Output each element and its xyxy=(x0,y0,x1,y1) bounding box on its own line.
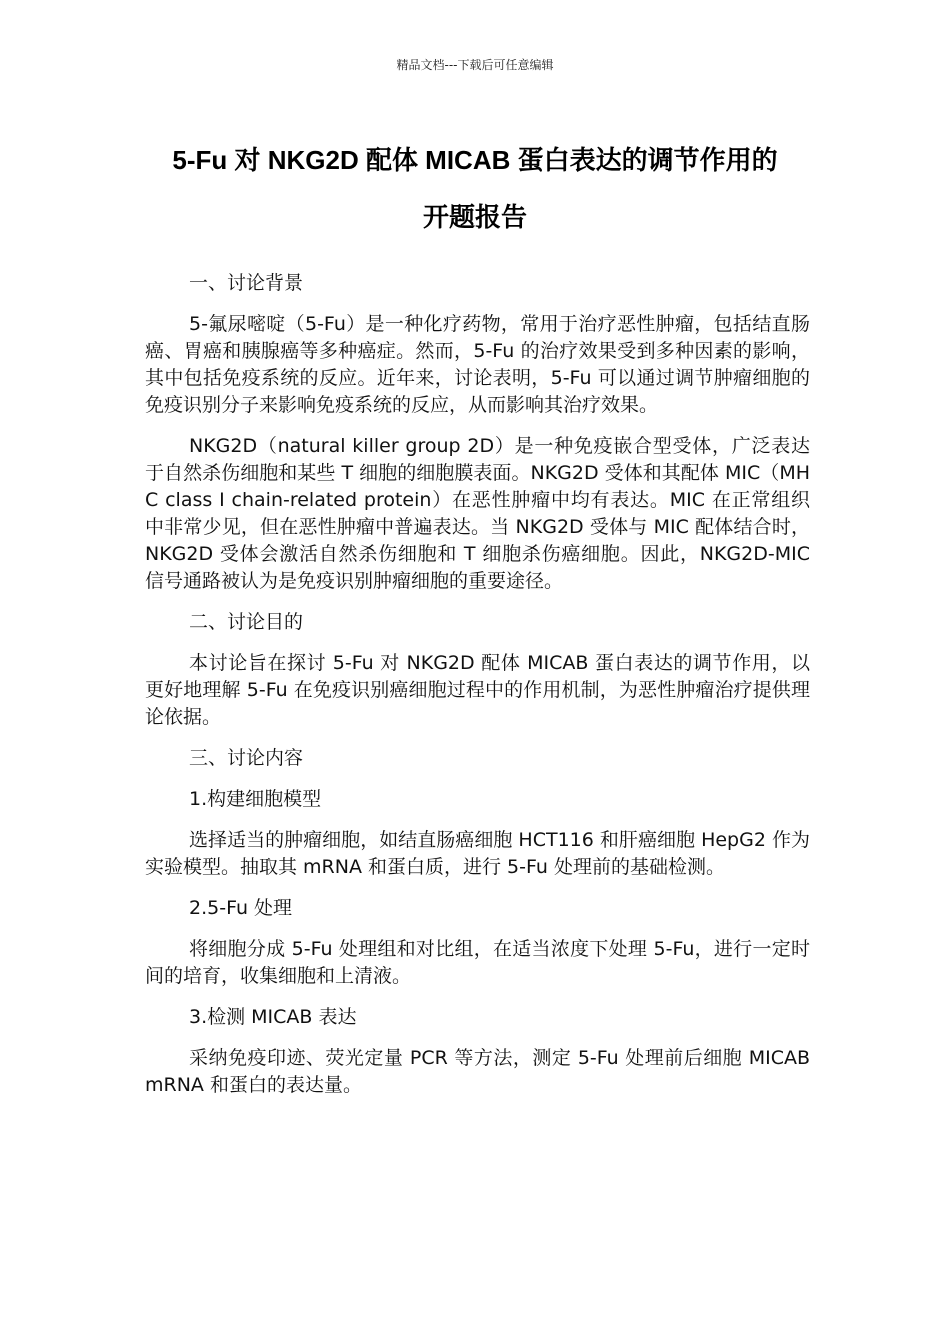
header-note: 精品文档---下载后可任意编辑 xyxy=(396,58,554,72)
paragraph-cell-model: 选择适当的肿瘤细胞，如结直肠癌细胞 HCT116 和肝癌细胞 HepG2 作为实验模型。抽取其 mRNA 和蛋白质，进行 5-Fu 处理前的基础检测。 xyxy=(145,829,810,878)
paragraph-purpose: 本讨论旨在探讨 5-Fu 对 NKG2D 配体 MICAB 蛋白表达的调节作用，以更好地理解 5-Fu 在免疫识别癌细胞过程中的作用机制，为恶性肿瘤治疗提供理论依据。 xyxy=(145,652,810,728)
section-heading-purpose: 二、讨论目的 xyxy=(189,611,304,633)
subheading-micab-detection: 3.检测 MICAB 表达 xyxy=(189,1006,357,1028)
paragraph-background-2: NKG2D（natural killer group 2D）是一种免疫嵌合型受体，广泛表达于自然杀伤细胞和某些 T 细胞的细胞膜表面。NKG2D 受体和其配体 MIC（MHC class I chain-related protein）在恶性肿瘤中均有表达。MIC 在正常组织中非常少见，但在恶性肿瘤中普遍表达。当 NKG2D 受体与 MIC 配体结合时，NKG2D 受体会激活自然杀伤细胞和 T 细胞杀伤癌细胞。因此，NKG2D-MIC 信号通路被认为是免疫识别肿瘤细胞的重要途径。 xyxy=(145,435,810,592)
document-body xyxy=(145,270,810,1113)
document-title xyxy=(130,132,820,246)
section-heading-content: 三、讨论内容 xyxy=(189,747,304,769)
subheading-cell-model: 1.构建细胞模型 xyxy=(189,788,322,810)
paragraph-5fu-treatment: 将细胞分成 5-Fu 处理组和对比组，在适当浓度下处理 5-Fu，进行一定时间的培育，收集细胞和上清液。 xyxy=(145,938,810,987)
subheading-5fu-treatment: 2.5-Fu 处理 xyxy=(189,897,293,919)
title-line-1: 5-Fu 对 NKG2D 配体 MICAB 蛋白表达的调节作用的 xyxy=(172,145,778,175)
title-line-2: 开题报告 xyxy=(422,202,527,232)
section-heading-background: 一、讨论背景 xyxy=(189,272,304,294)
paragraph-background-1: 5-氟尿嘧啶（5-Fu）是一种化疗药物，常用于治疗恶性肿瘤，包括结直肠癌、胃癌和胰腺癌等多种癌症。然而，5-Fu 的治疗效果受到多种因素的影响，其中包括免疫系统的反应。近年来，讨论表明，5-Fu 可以通过调节肿瘤细胞的免疫识别分子来影响免疫系统的反应，从而影响其治疗效果。 xyxy=(145,313,810,416)
paragraph-micab-detection: 采纳免疫印迹、荧光定量 PCR 等方法，测定 5-Fu 处理前后细胞 MICAB mRNA 和蛋白的表达量。 xyxy=(145,1047,810,1096)
